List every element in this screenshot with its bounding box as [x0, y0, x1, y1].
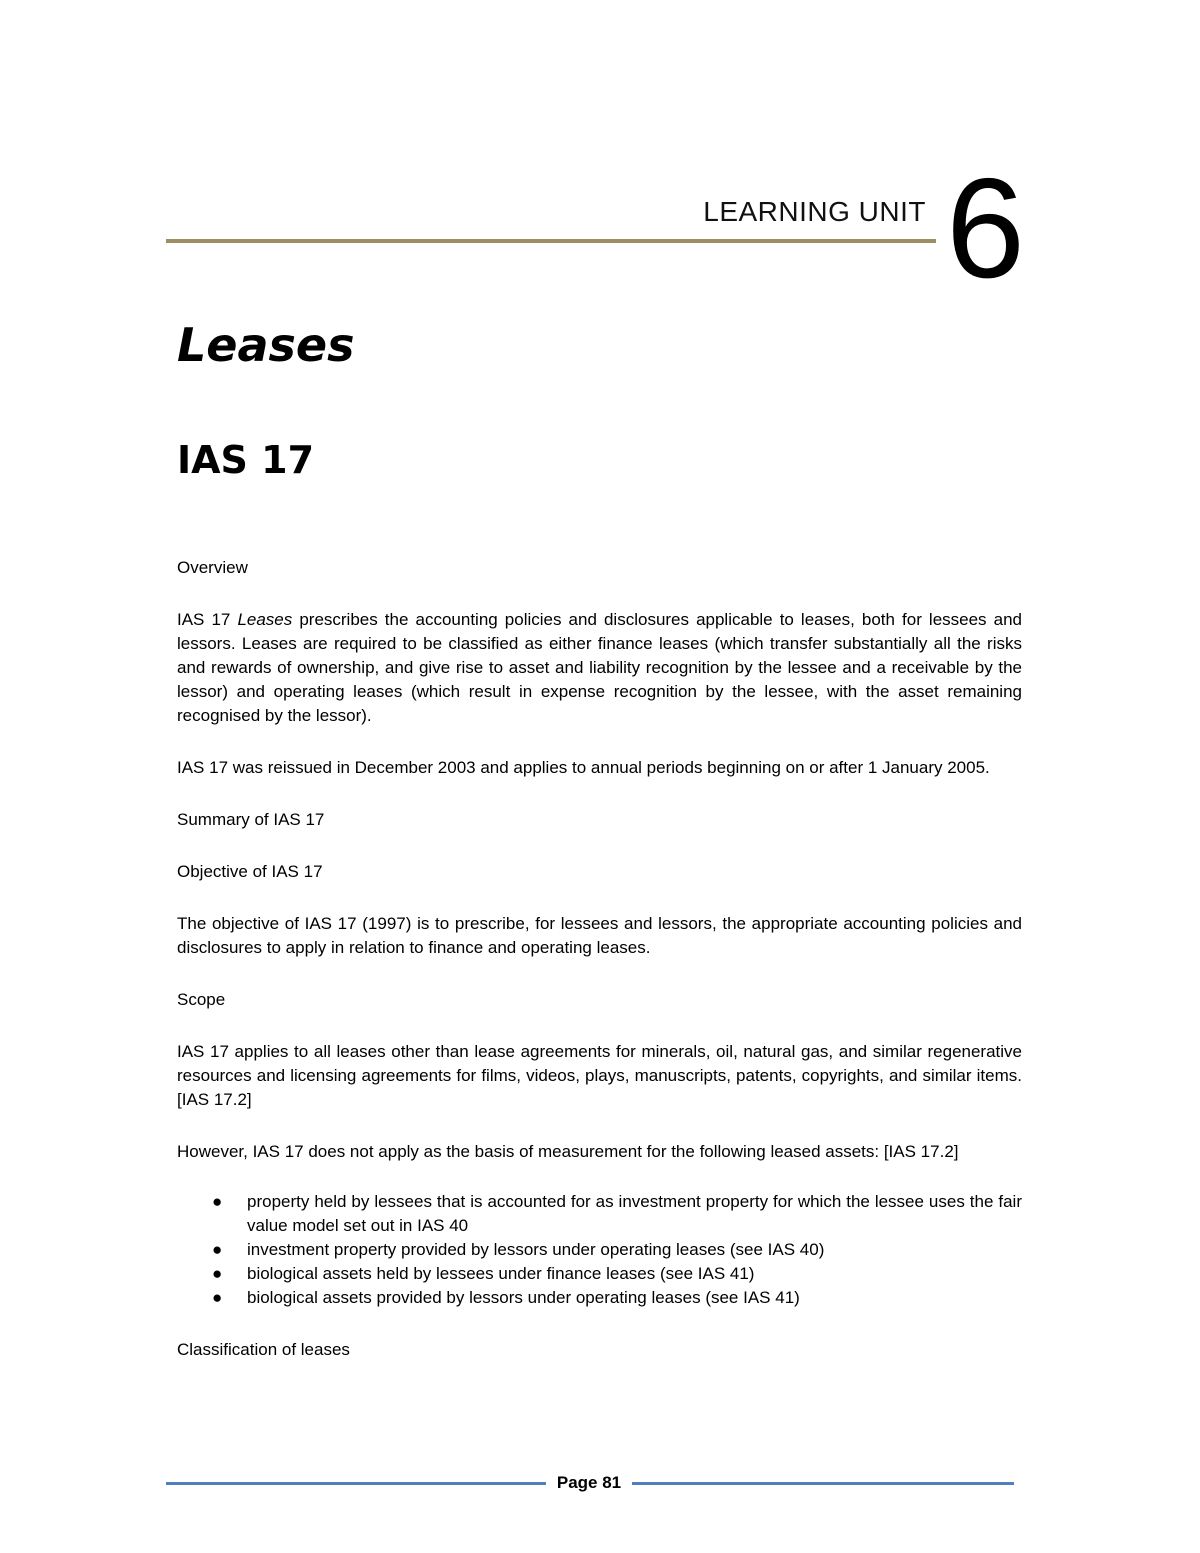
overview-paragraph-2: IAS 17 was reissued in December 2003 and applies to annual periods beginning on or after 1 January 2005.: [177, 758, 990, 777]
scope-bullet-list: [177, 1190, 1022, 1310]
objective-paragraph: The objective of IAS 17 (1997) is to prescribe, for lessees and lessors, the appropriate accounting policies and disclosures to apply in relation to finance and operating leases.: [177, 914, 1022, 957]
overview-p1-italic: Leases: [237, 610, 293, 629]
classification-heading: Classification of leases: [177, 1340, 350, 1359]
unit-number: 6: [946, 149, 1025, 308]
unit-label: LEARNING UNIT: [703, 196, 926, 227]
list-item: [212, 1238, 1022, 1262]
list-item: [212, 1190, 1022, 1238]
bullet-icon: ●: [212, 1192, 223, 1211]
list-item-text: biological assets provided by lessors under operating leases (see IAS 41): [247, 1288, 800, 1307]
overview-p1-prefix: IAS 17: [177, 610, 238, 629]
overview-heading: Overview: [177, 558, 248, 577]
bullet-icon: ●: [212, 1240, 223, 1259]
document-body: [177, 556, 1022, 1390]
bullet-icon: ●: [212, 1264, 223, 1283]
chapter-title: Leases: [177, 318, 355, 372]
scope-paragraph-1: IAS 17 applies to all leases other than lease agreements for minerals, oil, natural gas, and similar regenerative resources and licensing agreements for films, videos, plays, manuscripts, patents, copyrights, and similar items. [IAS 17.2]: [177, 1042, 1022, 1109]
list-item: [212, 1286, 1022, 1310]
list-item-text: biological assets held by lessees under finance leases (see IAS 41): [247, 1264, 755, 1283]
scope-heading: Scope: [177, 990, 226, 1009]
summary-heading: Summary of IAS 17: [177, 810, 325, 829]
list-item-text: investment property provided by lessors under operating leases (see IAS 40): [247, 1240, 825, 1259]
objective-heading: Objective of IAS 17: [177, 862, 323, 881]
bullet-icon: ●: [212, 1288, 223, 1307]
list-item: [212, 1262, 1022, 1286]
footer-rule-left: [166, 1482, 546, 1485]
overview-paragraph-1: [177, 608, 1022, 728]
footer-rule-right: [632, 1482, 1014, 1485]
unit-rule: [166, 239, 936, 243]
page-number: Page 81: [556, 1473, 622, 1492]
list-item-text: property held by lessees that is accounted for as investment property for which the lessee uses the fair value model set out in IAS 40: [247, 1192, 1022, 1235]
overview-p1-rest: prescribes the accounting policies and disclosures applicable to leases, both for lessees and lessors. Leases are required to be classified as either finance leases (which transfer substantially all the risks and rewards of ownership, and give rise to asset and liability recognition by the lessee and a receivable by the lessor) and operating leases (which result in expense recognition by the lessee, with the asset remaining recognised by the lessor).: [177, 610, 1022, 725]
scope-paragraph-2: However, IAS 17 does not apply as the basis of measurement for the following leased assets: [IAS 17.2]: [177, 1142, 959, 1161]
standard-title: IAS 17: [177, 438, 315, 482]
